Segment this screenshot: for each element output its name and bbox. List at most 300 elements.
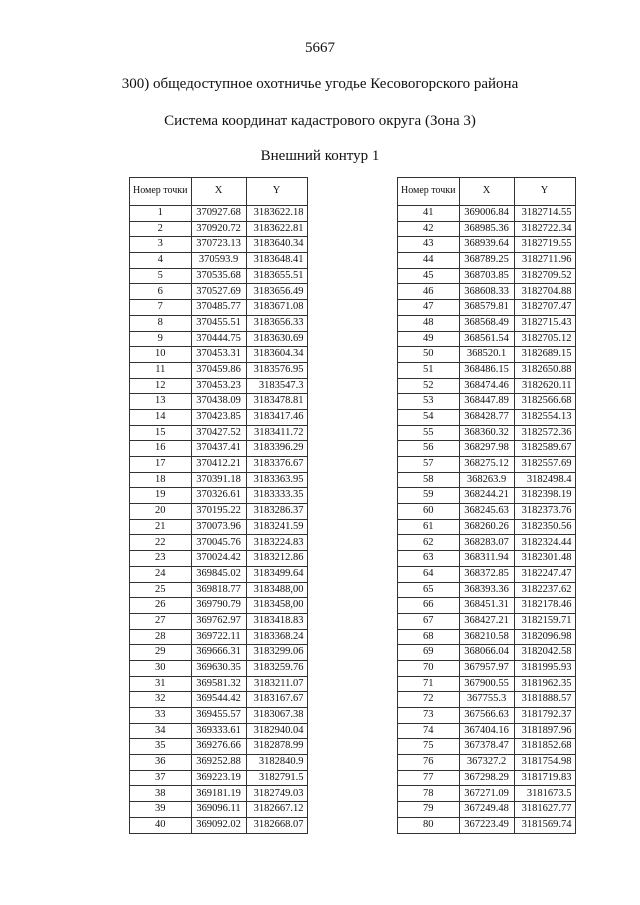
x-coordinate-cell: 369581.32 xyxy=(191,676,246,692)
header-y: Y xyxy=(514,178,575,206)
table-row xyxy=(398,268,576,284)
x-coordinate-cell: 370391.18 xyxy=(191,472,246,488)
y-coordinate-cell: 3182840.9 xyxy=(246,755,307,771)
y-coordinate-cell: 3183547.3 xyxy=(246,378,307,394)
point-number-cell: 72 xyxy=(398,692,460,708)
y-coordinate-cell: 3183333.35 xyxy=(246,488,307,504)
y-coordinate-cell: 3182878.99 xyxy=(246,739,307,755)
table-row xyxy=(130,488,308,504)
x-coordinate-cell: 368608.33 xyxy=(459,284,514,300)
y-coordinate-cell: 3183417.46 xyxy=(246,409,307,425)
point-number-cell: 62 xyxy=(398,535,460,551)
x-coordinate-cell: 370423.85 xyxy=(191,409,246,425)
point-number-cell: 25 xyxy=(130,582,192,598)
y-coordinate-cell: 3182557.69 xyxy=(514,457,575,473)
table-row xyxy=(130,566,308,582)
y-coordinate-cell: 3183622.81 xyxy=(246,221,307,237)
point-number-cell: 66 xyxy=(398,598,460,614)
table-row xyxy=(130,300,308,316)
y-coordinate-cell: 3183622.18 xyxy=(246,206,307,222)
x-coordinate-cell: 370527.69 xyxy=(191,284,246,300)
point-number-cell: 19 xyxy=(130,488,192,504)
y-coordinate-cell: 3182178.46 xyxy=(514,598,575,614)
point-number-cell: 20 xyxy=(130,504,192,520)
point-number-cell: 44 xyxy=(398,253,460,269)
x-coordinate-cell: 368568.49 xyxy=(459,315,514,331)
table-row xyxy=(398,786,576,802)
x-coordinate-cell: 370427.52 xyxy=(191,425,246,441)
x-coordinate-cell: 369276.66 xyxy=(191,739,246,755)
x-coordinate-cell: 368520.1 xyxy=(459,347,514,363)
x-coordinate-cell: 370195.22 xyxy=(191,504,246,520)
y-coordinate-cell: 3182722.34 xyxy=(514,221,575,237)
x-coordinate-cell: 368447.89 xyxy=(459,394,514,410)
point-number-cell: 34 xyxy=(130,723,192,739)
point-number-cell: 37 xyxy=(130,770,192,786)
point-number-cell: 32 xyxy=(130,692,192,708)
point-number-cell: 26 xyxy=(130,598,192,614)
x-coordinate-cell: 367900.55 xyxy=(459,676,514,692)
y-coordinate-cell: 3183241.59 xyxy=(246,519,307,535)
x-coordinate-cell: 370485.77 xyxy=(191,300,246,316)
x-coordinate-cell: 368244.21 xyxy=(459,488,514,504)
y-coordinate-cell: 3182373.76 xyxy=(514,504,575,520)
table-row xyxy=(130,472,308,488)
table-row xyxy=(398,676,576,692)
table-row xyxy=(398,472,576,488)
point-number-cell: 76 xyxy=(398,755,460,771)
point-number-cell: 6 xyxy=(130,284,192,300)
point-number-cell: 40 xyxy=(130,817,192,833)
y-coordinate-cell: 3183671.08 xyxy=(246,300,307,316)
table-row xyxy=(130,394,308,410)
x-coordinate-cell: 367957.97 xyxy=(459,660,514,676)
table-row xyxy=(130,331,308,347)
table-row xyxy=(130,660,308,676)
x-coordinate-cell: 370723.13 xyxy=(191,237,246,253)
y-coordinate-cell: 3182301.48 xyxy=(514,551,575,567)
table-row xyxy=(130,598,308,614)
table-row xyxy=(398,629,576,645)
y-coordinate-cell: 3183212.86 xyxy=(246,551,307,567)
y-coordinate-cell: 3183488,00 xyxy=(246,582,307,598)
table-row xyxy=(130,755,308,771)
point-number-cell: 53 xyxy=(398,394,460,410)
x-coordinate-cell: 368474.46 xyxy=(459,378,514,394)
x-coordinate-cell: 368427.21 xyxy=(459,613,514,629)
y-coordinate-cell: 3183499.64 xyxy=(246,566,307,582)
x-coordinate-cell: 370437.41 xyxy=(191,441,246,457)
x-coordinate-cell: 369630.35 xyxy=(191,660,246,676)
point-number-cell: 39 xyxy=(130,802,192,818)
point-number-cell: 30 xyxy=(130,660,192,676)
y-coordinate-cell: 3182159.71 xyxy=(514,613,575,629)
point-number-cell: 67 xyxy=(398,613,460,629)
point-number-cell: 58 xyxy=(398,472,460,488)
point-number-cell: 22 xyxy=(130,535,192,551)
point-number-cell: 36 xyxy=(130,755,192,771)
table-row xyxy=(130,723,308,739)
x-coordinate-cell: 368275.12 xyxy=(459,457,514,473)
x-coordinate-cell: 369006.84 xyxy=(459,206,514,222)
table-row xyxy=(398,441,576,457)
y-coordinate-cell: 3182791.5 xyxy=(246,770,307,786)
x-coordinate-cell: 369818.77 xyxy=(191,582,246,598)
x-coordinate-cell: 370593.9 xyxy=(191,253,246,269)
point-number-cell: 4 xyxy=(130,253,192,269)
table-row xyxy=(398,284,576,300)
table-row xyxy=(398,645,576,661)
y-coordinate-cell: 3182668.07 xyxy=(246,817,307,833)
table-row xyxy=(130,457,308,473)
x-coordinate-cell: 368360.32 xyxy=(459,425,514,441)
y-coordinate-cell: 3182709.52 xyxy=(514,268,575,284)
table-row xyxy=(398,723,576,739)
x-coordinate-cell: 370412.21 xyxy=(191,457,246,473)
y-coordinate-cell: 3181569.74 xyxy=(514,817,575,833)
x-coordinate-cell: 368451.31 xyxy=(459,598,514,614)
y-coordinate-cell: 3183648.41 xyxy=(246,253,307,269)
table-row xyxy=(130,221,308,237)
point-number-cell: 79 xyxy=(398,802,460,818)
y-coordinate-cell: 3182650.88 xyxy=(514,362,575,378)
point-number-cell: 24 xyxy=(130,566,192,582)
y-coordinate-cell: 3182398.19 xyxy=(514,488,575,504)
table-row xyxy=(130,362,308,378)
table-row xyxy=(130,535,308,551)
y-coordinate-cell: 3181995.93 xyxy=(514,660,575,676)
table-row xyxy=(398,613,576,629)
y-coordinate-cell: 3181754.98 xyxy=(514,755,575,771)
x-coordinate-cell: 367378.47 xyxy=(459,739,514,755)
table-row xyxy=(398,708,576,724)
point-number-cell: 51 xyxy=(398,362,460,378)
point-number-cell: 33 xyxy=(130,708,192,724)
point-number-cell: 3 xyxy=(130,237,192,253)
table-row xyxy=(398,315,576,331)
table-row xyxy=(398,457,576,473)
table-row xyxy=(130,645,308,661)
table-row xyxy=(130,692,308,708)
point-number-cell: 74 xyxy=(398,723,460,739)
y-coordinate-cell: 3182749.03 xyxy=(246,786,307,802)
table-row xyxy=(130,708,308,724)
point-number-cell: 64 xyxy=(398,566,460,582)
point-number-cell: 50 xyxy=(398,347,460,363)
y-coordinate-cell: 3183656.33 xyxy=(246,315,307,331)
point-number-cell: 73 xyxy=(398,708,460,724)
point-number-cell: 15 xyxy=(130,425,192,441)
x-coordinate-cell: 370073.96 xyxy=(191,519,246,535)
x-coordinate-cell: 368561.54 xyxy=(459,331,514,347)
table-row xyxy=(398,488,576,504)
x-coordinate-cell: 369223.19 xyxy=(191,770,246,786)
y-coordinate-cell: 3183458,00 xyxy=(246,598,307,614)
y-coordinate-cell: 3181888.57 xyxy=(514,692,575,708)
table-row xyxy=(398,770,576,786)
x-coordinate-cell: 367404.16 xyxy=(459,723,514,739)
table-row xyxy=(398,582,576,598)
y-coordinate-cell: 3183411.72 xyxy=(246,425,307,441)
table-row xyxy=(398,409,576,425)
table-row xyxy=(398,660,576,676)
point-number-cell: 8 xyxy=(130,315,192,331)
table-row xyxy=(398,300,576,316)
point-number-cell: 47 xyxy=(398,300,460,316)
x-coordinate-cell: 370326.61 xyxy=(191,488,246,504)
y-coordinate-cell: 3182247.47 xyxy=(514,566,575,582)
point-number-cell: 27 xyxy=(130,613,192,629)
y-coordinate-cell: 3182566.68 xyxy=(514,394,575,410)
y-coordinate-cell: 3183656.49 xyxy=(246,284,307,300)
point-number-cell: 16 xyxy=(130,441,192,457)
y-coordinate-cell: 3183286.37 xyxy=(246,504,307,520)
point-number-cell: 59 xyxy=(398,488,460,504)
table-row xyxy=(130,378,308,394)
y-coordinate-cell: 3182350.56 xyxy=(514,519,575,535)
point-number-cell: 12 xyxy=(130,378,192,394)
y-coordinate-cell: 3182572.36 xyxy=(514,425,575,441)
table-row xyxy=(130,284,308,300)
y-coordinate-cell: 3183299.06 xyxy=(246,645,307,661)
point-number-cell: 31 xyxy=(130,676,192,692)
y-coordinate-cell: 3183576.95 xyxy=(246,362,307,378)
point-number-cell: 9 xyxy=(130,331,192,347)
header-point-number: Номер точки xyxy=(130,178,192,206)
y-coordinate-cell: 3181792.37 xyxy=(514,708,575,724)
point-number-cell: 75 xyxy=(398,739,460,755)
point-number-cell: 5 xyxy=(130,268,192,284)
y-coordinate-cell: 3182715.43 xyxy=(514,315,575,331)
table-row xyxy=(130,551,308,567)
y-coordinate-cell: 3183478.81 xyxy=(246,394,307,410)
x-coordinate-cell: 370045.76 xyxy=(191,535,246,551)
point-number-cell: 57 xyxy=(398,457,460,473)
table-row xyxy=(130,739,308,755)
point-number-cell: 80 xyxy=(398,817,460,833)
table-row xyxy=(398,425,576,441)
y-coordinate-cell: 3182620.11 xyxy=(514,378,575,394)
x-coordinate-cell: 368703.85 xyxy=(459,268,514,284)
x-coordinate-cell: 368579.81 xyxy=(459,300,514,316)
table-body-left xyxy=(130,206,308,834)
table-row xyxy=(130,613,308,629)
table-row xyxy=(398,755,576,771)
table-row xyxy=(398,598,576,614)
x-coordinate-cell: 368260.26 xyxy=(459,519,514,535)
y-coordinate-cell: 3183211.07 xyxy=(246,676,307,692)
table-row xyxy=(398,739,576,755)
y-coordinate-cell: 3182042.58 xyxy=(514,645,575,661)
x-coordinate-cell: 368245.63 xyxy=(459,504,514,520)
point-number-cell: 46 xyxy=(398,284,460,300)
x-coordinate-cell: 367755.3 xyxy=(459,692,514,708)
point-number-cell: 42 xyxy=(398,221,460,237)
x-coordinate-cell: 370024.42 xyxy=(191,551,246,567)
y-coordinate-cell: 3182704.88 xyxy=(514,284,575,300)
point-number-cell: 60 xyxy=(398,504,460,520)
header-point-number: Номер точки xyxy=(398,178,460,206)
table-row xyxy=(130,347,308,363)
y-coordinate-cell: 3183363.95 xyxy=(246,472,307,488)
point-number-cell: 70 xyxy=(398,660,460,676)
y-coordinate-cell: 3181719.83 xyxy=(514,770,575,786)
point-number-cell: 7 xyxy=(130,300,192,316)
point-number-cell: 77 xyxy=(398,770,460,786)
x-coordinate-cell: 368066.04 xyxy=(459,645,514,661)
point-number-cell: 2 xyxy=(130,221,192,237)
point-number-cell: 23 xyxy=(130,551,192,567)
y-coordinate-cell: 3183396.29 xyxy=(246,441,307,457)
table-row xyxy=(398,817,576,833)
point-number-cell: 54 xyxy=(398,409,460,425)
table-row xyxy=(398,535,576,551)
x-coordinate-cell: 370453.31 xyxy=(191,347,246,363)
y-coordinate-cell: 3181627.77 xyxy=(514,802,575,818)
contour-title: Внешний контур 1 xyxy=(260,148,380,164)
point-number-cell: 13 xyxy=(130,394,192,410)
table-row xyxy=(130,676,308,692)
x-coordinate-cell: 368283.07 xyxy=(459,535,514,551)
x-coordinate-cell: 369666.31 xyxy=(191,645,246,661)
table-header-row xyxy=(398,178,576,206)
point-number-cell: 63 xyxy=(398,551,460,567)
table-header-row xyxy=(130,178,308,206)
y-coordinate-cell: 3183224.83 xyxy=(246,535,307,551)
point-number-cell: 21 xyxy=(130,519,192,535)
coordinate-system-title: Система координат кадастрового округа (Зона 3) xyxy=(164,113,476,129)
table-row xyxy=(130,425,308,441)
x-coordinate-cell: 370927.68 xyxy=(191,206,246,222)
document-heading: 300) общедоступное охотничье угодье Кесовогорского района xyxy=(121,76,519,92)
y-coordinate-cell: 3183259.76 xyxy=(246,660,307,676)
x-coordinate-cell: 369544.42 xyxy=(191,692,246,708)
y-coordinate-cell: 3182554.13 xyxy=(514,409,575,425)
table-row xyxy=(398,802,576,818)
table-row xyxy=(130,315,308,331)
header-y: Y xyxy=(246,178,307,206)
x-coordinate-cell: 368311.94 xyxy=(459,551,514,567)
x-coordinate-cell: 368297.98 xyxy=(459,441,514,457)
point-number-cell: 78 xyxy=(398,786,460,802)
point-number-cell: 35 xyxy=(130,739,192,755)
point-number-cell: 41 xyxy=(398,206,460,222)
x-coordinate-cell: 369333.61 xyxy=(191,723,246,739)
y-coordinate-cell: 3182096.98 xyxy=(514,629,575,645)
table-row xyxy=(130,268,308,284)
x-coordinate-cell: 369096.11 xyxy=(191,802,246,818)
point-number-cell: 17 xyxy=(130,457,192,473)
x-coordinate-cell: 368939.64 xyxy=(459,237,514,253)
y-coordinate-cell: 3182237.62 xyxy=(514,582,575,598)
y-coordinate-cell: 3182689.15 xyxy=(514,347,575,363)
table-row xyxy=(398,237,576,253)
point-number-cell: 29 xyxy=(130,645,192,661)
table-row xyxy=(130,802,308,818)
x-coordinate-cell: 369252.88 xyxy=(191,755,246,771)
table-row xyxy=(130,237,308,253)
x-coordinate-cell: 370444.75 xyxy=(191,331,246,347)
y-coordinate-cell: 3182714.55 xyxy=(514,206,575,222)
y-coordinate-cell: 3182707.47 xyxy=(514,300,575,316)
point-number-cell: 52 xyxy=(398,378,460,394)
point-number-cell: 61 xyxy=(398,519,460,535)
x-coordinate-cell: 370438.09 xyxy=(191,394,246,410)
x-coordinate-cell: 368263.9 xyxy=(459,472,514,488)
y-coordinate-cell: 3182711.96 xyxy=(514,253,575,269)
point-number-cell: 71 xyxy=(398,676,460,692)
x-coordinate-cell: 369845.02 xyxy=(191,566,246,582)
y-coordinate-cell: 3183655.51 xyxy=(246,268,307,284)
y-coordinate-cell: 3183418.83 xyxy=(246,613,307,629)
table-row xyxy=(130,629,308,645)
x-coordinate-cell: 370535.68 xyxy=(191,268,246,284)
point-number-cell: 69 xyxy=(398,645,460,661)
table-row xyxy=(130,253,308,269)
x-coordinate-cell: 368428.77 xyxy=(459,409,514,425)
y-coordinate-cell: 3182719.55 xyxy=(514,237,575,253)
x-coordinate-cell: 369181.19 xyxy=(191,786,246,802)
y-coordinate-cell: 3182498.4 xyxy=(514,472,575,488)
x-coordinate-cell: 370455.51 xyxy=(191,315,246,331)
point-number-cell: 48 xyxy=(398,315,460,331)
y-coordinate-cell: 3183167.67 xyxy=(246,692,307,708)
table-row xyxy=(398,519,576,535)
table-row xyxy=(130,786,308,802)
y-coordinate-cell: 3183067.38 xyxy=(246,708,307,724)
y-coordinate-cell: 3181897.96 xyxy=(514,723,575,739)
point-number-cell: 18 xyxy=(130,472,192,488)
y-coordinate-cell: 3181962.35 xyxy=(514,676,575,692)
point-number-cell: 1 xyxy=(130,206,192,222)
x-coordinate-cell: 368789.25 xyxy=(459,253,514,269)
header-x: X xyxy=(191,178,246,206)
table-row xyxy=(398,331,576,347)
coordinates-table-left xyxy=(129,177,308,834)
x-coordinate-cell: 367271.09 xyxy=(459,786,514,802)
table-row xyxy=(130,519,308,535)
x-coordinate-cell: 370920.72 xyxy=(191,221,246,237)
point-number-cell: 56 xyxy=(398,441,460,457)
table-row xyxy=(398,221,576,237)
header-x: X xyxy=(459,178,514,206)
table-row xyxy=(130,817,308,833)
y-coordinate-cell: 3181852.68 xyxy=(514,739,575,755)
table-row xyxy=(130,206,308,222)
table-row xyxy=(398,206,576,222)
x-coordinate-cell: 370453.23 xyxy=(191,378,246,394)
x-coordinate-cell: 369092.02 xyxy=(191,817,246,833)
y-coordinate-cell: 3183630.69 xyxy=(246,331,307,347)
x-coordinate-cell: 368486.15 xyxy=(459,362,514,378)
table-row xyxy=(398,692,576,708)
y-coordinate-cell: 3182940.04 xyxy=(246,723,307,739)
table-row xyxy=(130,582,308,598)
point-number-cell: 55 xyxy=(398,425,460,441)
y-coordinate-cell: 3183376.67 xyxy=(246,457,307,473)
point-number-cell: 68 xyxy=(398,629,460,645)
y-coordinate-cell: 3181673.5 xyxy=(514,786,575,802)
x-coordinate-cell: 368985.36 xyxy=(459,221,514,237)
point-number-cell: 38 xyxy=(130,786,192,802)
x-coordinate-cell: 367298.29 xyxy=(459,770,514,786)
coordinates-table-right xyxy=(397,177,576,834)
point-number-cell: 65 xyxy=(398,582,460,598)
table-row xyxy=(398,394,576,410)
y-coordinate-cell: 3182589.67 xyxy=(514,441,575,457)
y-coordinate-cell: 3183640.34 xyxy=(246,237,307,253)
table-row xyxy=(398,551,576,567)
